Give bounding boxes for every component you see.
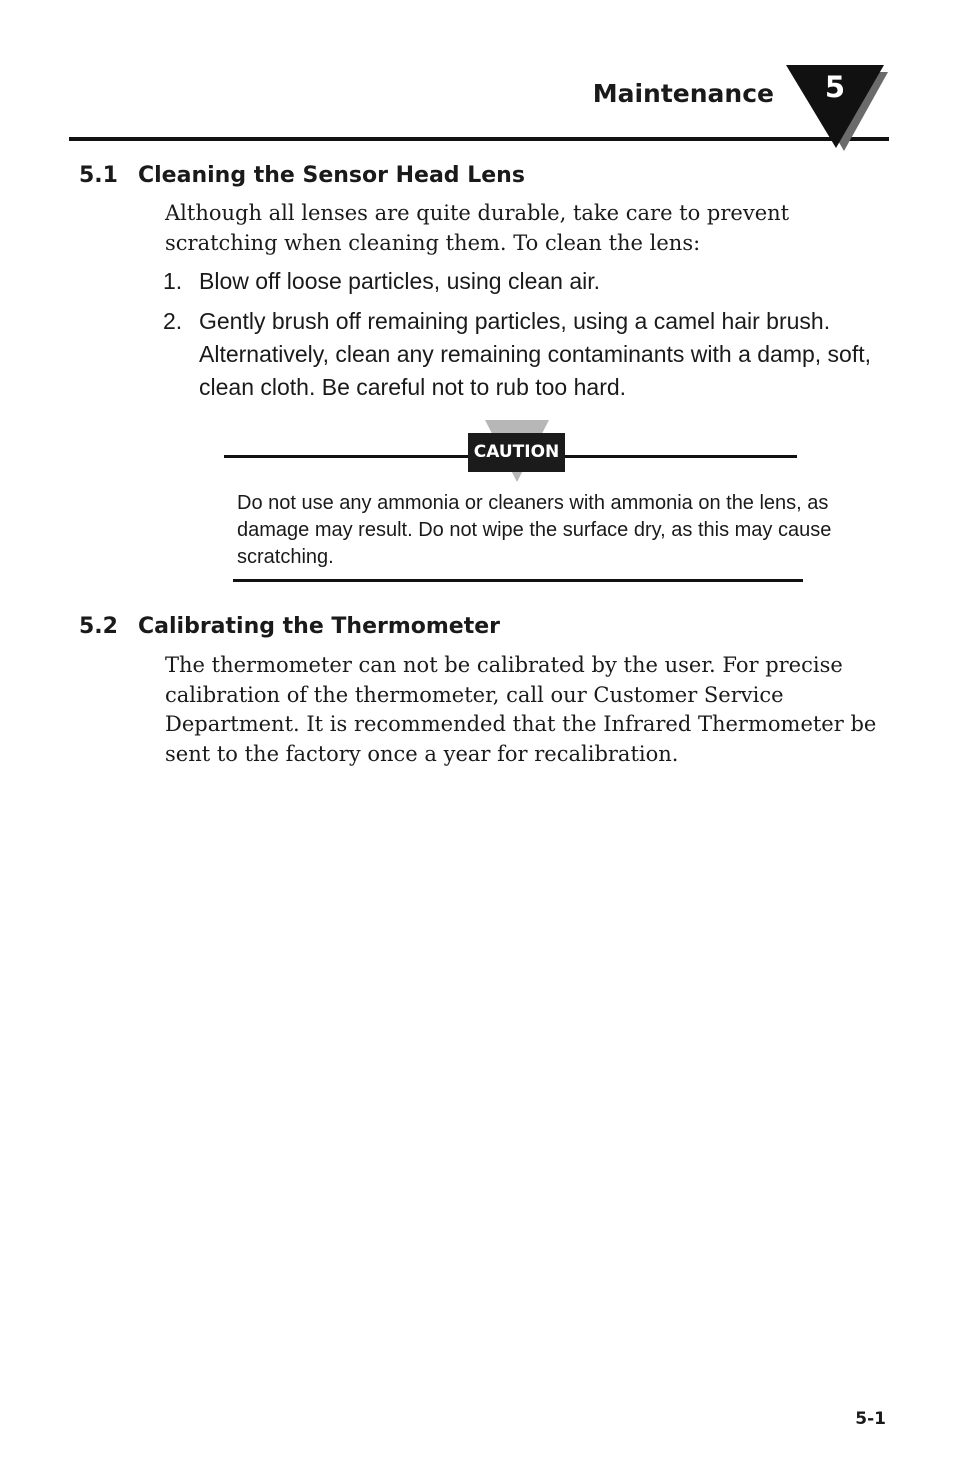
header-rule bbox=[69, 137, 889, 141]
list-item bbox=[163, 265, 903, 298]
section-title: Cleaning the Sensor Head Lens bbox=[138, 163, 525, 188]
section-heading-5-2 bbox=[79, 612, 500, 642]
list-item bbox=[163, 305, 903, 404]
section-intro: Although all lenses are quite durable, take care to prevent scratching when cleaning them. To clean the lens: bbox=[165, 201, 790, 255]
section-number: 5.1 bbox=[79, 163, 118, 188]
section-title: Calibrating the Thermometer bbox=[138, 614, 501, 639]
section-body: The thermometer can not be calibrated by the user. For precise calibration of the thermometer, call our Customer Service Department. It is recommended that the Infrared Thermometer be sent to the factory once a year for recalibration. bbox=[165, 653, 877, 766]
section-number: 5.2 bbox=[79, 614, 118, 639]
chapter-title: Maintenance bbox=[592, 79, 774, 108]
step-text: Blow off loose particles, using clean air. bbox=[199, 268, 601, 294]
caution-text: Do not use any ammonia or cleaners with ammonia on the lens, as damage may result. Do not wipe the surface dry, as this may cause scratching. bbox=[237, 492, 832, 568]
page-number: 5-1 bbox=[855, 1409, 886, 1429]
caution-rule-bottom bbox=[233, 579, 803, 582]
caution-label: CAUTION bbox=[468, 433, 565, 472]
step-number: 1. bbox=[163, 268, 183, 294]
section-heading-5-1 bbox=[79, 161, 525, 191]
chapter-number: 5 bbox=[824, 70, 846, 104]
step-text: Gently brush off remaining particles, using a camel hair brush. Alternatively, clean any remaining contaminants with a damp, soft, clean cloth. Be careful not to rub too hard. bbox=[199, 308, 872, 400]
step-number: 2. bbox=[163, 308, 183, 334]
